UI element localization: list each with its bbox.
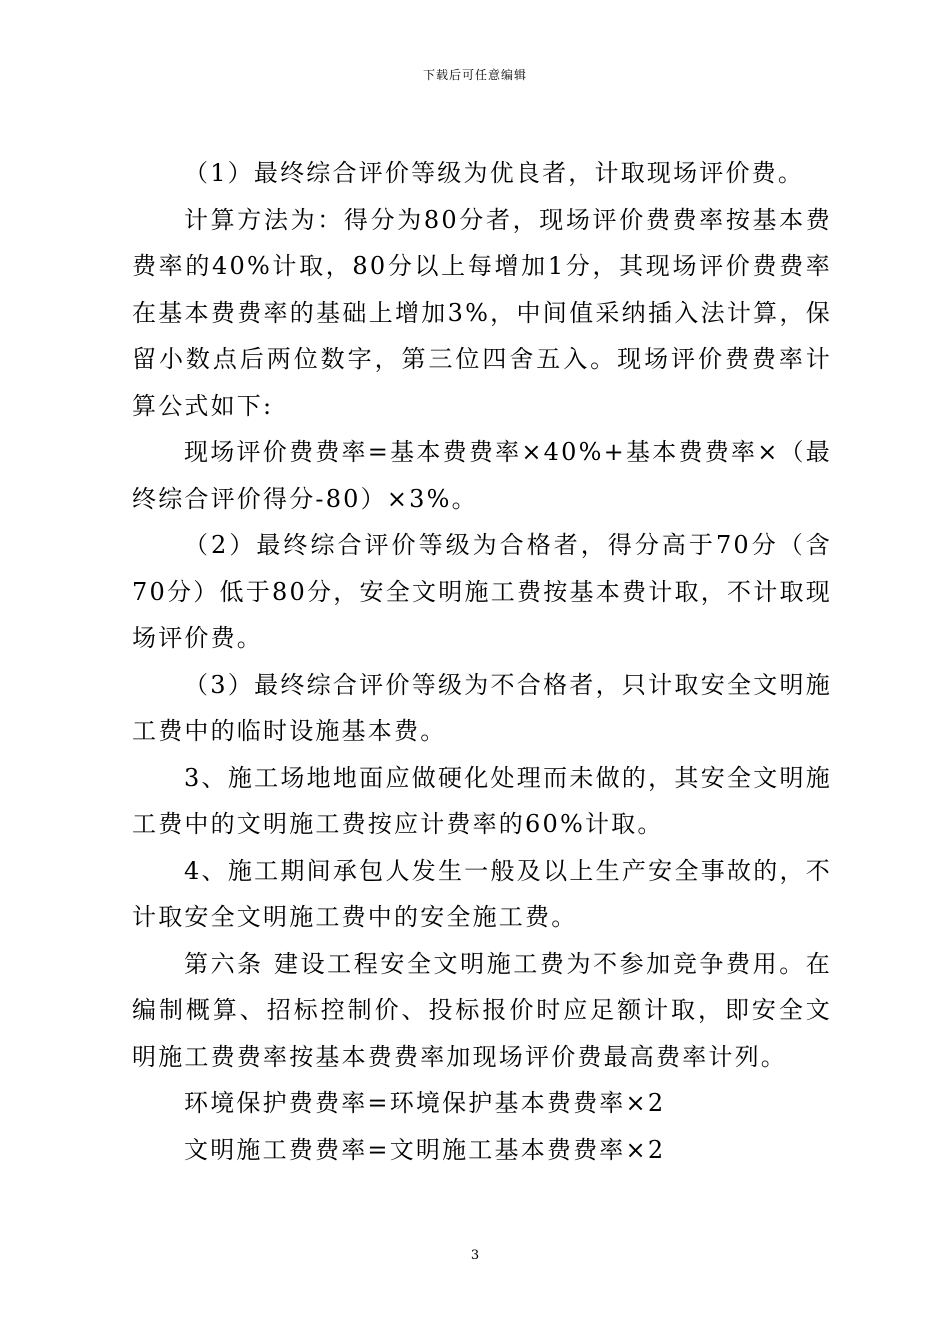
document-body (132, 150, 832, 1173)
page-header: 下载后可任意编辑 (422, 68, 527, 82)
paragraph-1: （1）最终综合评价等级为优良者，计取现场评价费。 (184, 159, 805, 187)
page-number: 3 (470, 1248, 480, 1263)
paragraph-4: （2）最终综合评价等级为合格者，得分高于70分（含70分）低于80分，安全文明施工费按基本费计取，不计取现场评价费。 (132, 531, 832, 652)
paragraph-3: 现场评价费费率=基本费费率×40%+基本费费率×（最终综合评价得分-80）×3%。 (132, 438, 832, 513)
paragraph-5: （3）最终综合评价等级为不合格者，只计取安全文明施工费中的临时设施基本费。 (132, 670, 832, 745)
paragraph-7: 4、施工期间承包人发生一般及以上生产安全事故的，不计取安全文明施工费中的安全施工费。 (132, 856, 832, 931)
paragraph-10: 文明施工费费率=文明施工基本费费率×2 (184, 1135, 666, 1164)
paragraph-2: 计算方法为：得分为80分者，现场评价费费率按基本费费率的40%计取，80分以上每增加1分，其现场评价费费率在基本费费率的基础上增加3%，中间值采纳插入法计算，保留小数点后两位数字，第三位四舍五入。现场评价费费率计算公式如下: (132, 205, 832, 420)
paragraph-6: 3、施工场地地面应做硬化处理而未做的，其安全文明施工费中的文明施工费按应计费率的60%计取。 (132, 763, 832, 838)
paragraph-8: 第六条 建设工程安全文明施工费为不参加竞争费用。在编制概算、招标控制价、投标报价时应足额计取，即安全文明施工费费率按基本费费率加现场评价费最高费率计列。 (132, 949, 832, 1071)
paragraph-9: 环境保护费费率=环境保护基本费费率×2 (184, 1089, 666, 1117)
